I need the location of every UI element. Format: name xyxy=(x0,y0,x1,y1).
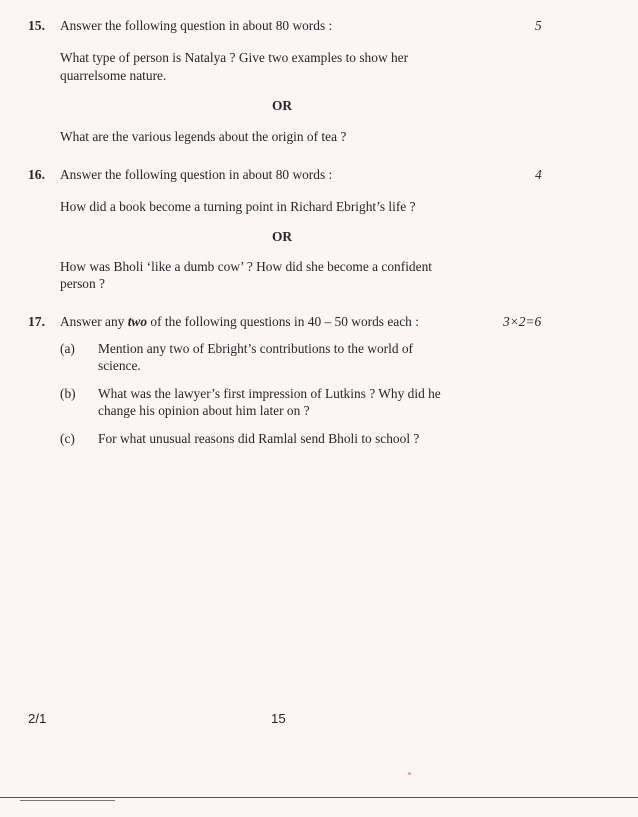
question-marks: 3×2=6 xyxy=(503,314,542,329)
question-marks: 5 xyxy=(535,18,542,33)
instruction-before: Answer any xyxy=(60,314,125,329)
alternative-question-text-line: person ? xyxy=(60,276,105,291)
alternative-question-text: What are the various legends about the origin of tea ? xyxy=(60,129,347,144)
or-separator: OR xyxy=(272,229,293,244)
question-number: 16. xyxy=(28,167,45,182)
sub-question-label: (a) xyxy=(60,341,75,356)
sub-question-label: (c) xyxy=(60,431,75,446)
question-text-line: What type of person is Natalya ? Give two examples to show her xyxy=(60,50,409,65)
question-marks: 4 xyxy=(535,167,542,182)
alternative-question-text-line: How was Bholi ‘like a dumb cow’ ? How did she become a confident xyxy=(60,259,432,274)
instruction-emphasis: two xyxy=(127,314,148,329)
question-text-line: quarrelsome nature. xyxy=(60,68,167,83)
question-instruction: Answer the following question in about 80 words : xyxy=(60,18,333,33)
question-instruction xyxy=(60,313,419,330)
instruction-after: of the following questions in 40 – 50 words each : xyxy=(150,314,419,329)
or-separator: OR xyxy=(272,98,293,113)
question-text: How did a book become a turning point in Richard Ebright’s life ? xyxy=(60,199,416,214)
sub-question-text-line: science. xyxy=(98,358,141,373)
question-instruction: Answer the following question in about 80 words : xyxy=(60,167,333,182)
sub-question-text-line: Mention any two of Ebright’s contributions to the world of xyxy=(98,341,414,356)
sub-question-text-line: For what unusual reasons did Ramlal send Bholi to school ? xyxy=(98,431,420,446)
bottom-rule xyxy=(0,797,638,798)
scan-speck xyxy=(408,772,411,775)
sub-question-label: (b) xyxy=(60,386,76,401)
bottom-rule-accent xyxy=(20,800,115,801)
question-number: 17. xyxy=(28,314,45,329)
paper-code: 2/1 xyxy=(28,711,47,726)
question-number: 15. xyxy=(28,18,45,33)
sub-question-text-line: change his opinion about him later on ? xyxy=(98,403,310,418)
sub-question-text-line: What was the lawyer’s first impression of Lutkins ? Why did he xyxy=(98,386,441,401)
page-number: 15 xyxy=(271,711,286,726)
